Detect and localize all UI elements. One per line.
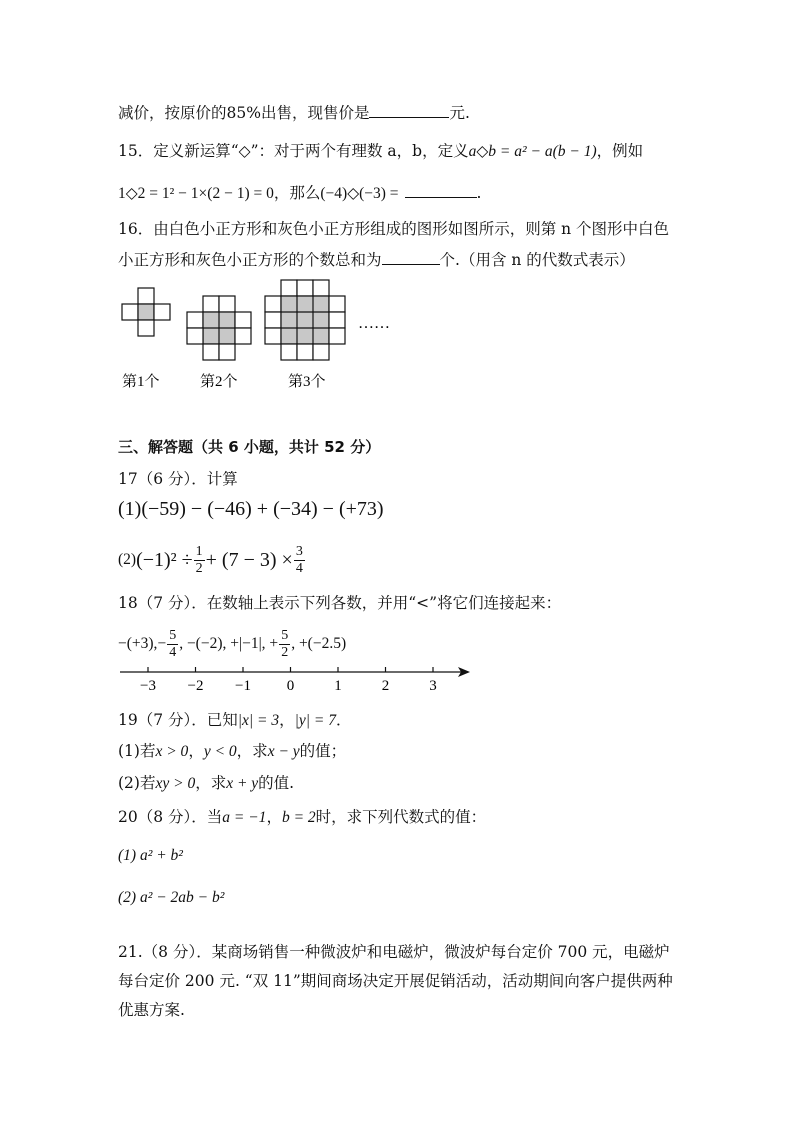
q15-example: 1◇2 = 1² − 1×(2 − 1) = 0 — [118, 185, 274, 202]
axis-tick-label: 1 — [334, 678, 342, 694]
number-line — [118, 660, 478, 696]
q20-part2: (2) a² − 2ab − b² — [118, 889, 225, 906]
q15-line2: 1◇2 = 1² − 1×(2 − 1) = 0，那么(−4)◇(−3) = . — [118, 181, 481, 205]
fraction-three-quarters: $\frac{3}{4}$ — [295, 543, 303, 576]
q15-expression: (−4)◇(−3) = — [320, 185, 399, 202]
q18-numbers: −(+3), − $\frac{5}{4}$ , −(−2), +|−1|, + $\frac{5}{2}$ , +(−2.5) — [118, 627, 347, 660]
axis-tick-label: −2 — [187, 678, 204, 694]
section-title: 三、解答题（共 6 小题，共计 52 分） — [118, 438, 381, 456]
figure-3 — [265, 280, 345, 360]
fraction-five-quarters: $\frac{5}{4}$ — [169, 627, 177, 660]
figure-label-2: 第2个 — [200, 374, 238, 390]
q15-line1: 15．定义新运算“◇”：对于两个有理数 a，b，定义a◇b = a² − a(b − 1)，例如 — [118, 142, 644, 160]
axis-tick-label: −1 — [235, 678, 251, 694]
figure-2 — [187, 296, 251, 360]
q14-tail: 减价，按原价的85%出售，现售价是 元. — [118, 101, 470, 124]
q21-line2: 每台定价 200 元. “双 11”期间商场决定开展促销活动，活动期间向客户提供两种 — [118, 972, 673, 990]
axis-tick-label: 0 — [286, 678, 295, 694]
q18-title: 18（7 分）．在数轴上表示下列各数，并用“<”将它们连接起来： — [118, 594, 562, 612]
answer-blank[interactable] — [405, 181, 477, 198]
q20-title: 20（8 分）．当a = −1，b = 2时，求下列代数式的值： — [118, 808, 487, 826]
answer-blank[interactable] — [369, 101, 449, 118]
axis-tick-label: −3 — [140, 678, 156, 694]
figure-label-1: 第1个 — [122, 374, 160, 390]
axis-tick-label: 3 — [429, 678, 437, 694]
q21-line3: 优惠方案. — [118, 1001, 185, 1019]
q16-line1: 16．由白色小正方形和灰色小正方形组成的图形如图所示，则第 n 个图形中白色 — [118, 220, 670, 238]
fraction-one-half: $\frac{1}{2}$ — [195, 543, 203, 576]
q20-part1: (1) a² + b² — [118, 847, 183, 864]
figure-label-3: 第3个 — [288, 374, 326, 390]
fraction-five-halves: $\frac{5}{2}$ — [281, 627, 289, 660]
q21-line1: 21.（8 分）．某商场销售一种微波炉和电磁炉，微波炉每台定价 700 元，电磁炉 — [118, 943, 670, 961]
q19-title: 19（7 分）．已知|x| = 3，|y| = 7． — [118, 711, 352, 729]
q16-line2: 小正方形和灰色小正方形的个数总和为 个.（用含 n 的代数式表示） — [118, 248, 635, 271]
answer-blank[interactable] — [382, 248, 440, 265]
q19-part2: (2)若xy > 0，求x + y的值. — [118, 774, 295, 792]
q17-part1: (1)(−59) − (−46) + (−34) − (+73) — [118, 498, 384, 520]
q17-title: 17（6 分）．计算 — [118, 470, 238, 488]
q19-part1: (1)若x > 0，y < 0，求x − y的值； — [118, 742, 347, 760]
q15-definition: a◇b = a² − a(b − 1) — [468, 143, 597, 160]
axis-tick-label: 2 — [381, 678, 390, 694]
figure-1 — [122, 288, 170, 336]
q17-part2: (2) (−1)² ÷ $\frac{1}{2}$ + (7 − 3) × $\frac{3}{4}$ — [118, 543, 303, 576]
ellipsis: …… — [358, 315, 390, 332]
q16-figure — [118, 278, 408, 396]
